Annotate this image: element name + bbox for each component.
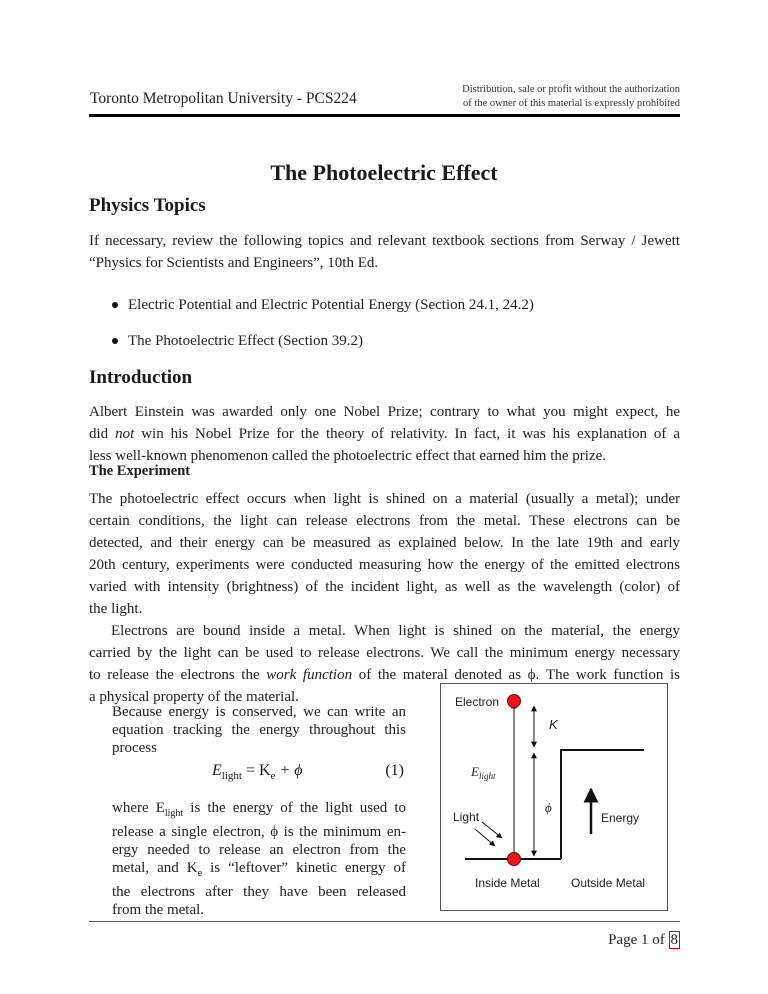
text-run: did [89, 426, 116, 442]
text-line: varied with intensity (brightness) of the incident light, as well as the wavelength (color) of [89, 579, 680, 595]
text-line: the light. [89, 601, 143, 617]
list-item-text: The Photoelectric Effect (Section 39.2) [128, 332, 364, 349]
introduction-paragraph [89, 401, 680, 467]
text-line: the electrons after they have been released [112, 884, 406, 900]
light-ray-icon [482, 822, 502, 838]
topics-list [112, 287, 534, 359]
text-run: of the materal denoted as ϕ. The work function is [352, 667, 680, 683]
text-line: less well-known phenomenon called the photoelectric effect that earned him the prize. [89, 448, 607, 464]
bullet-icon [112, 338, 118, 344]
electron-bound-icon [508, 853, 521, 866]
text-run: to release the electrons the [89, 667, 267, 683]
equation-1 [112, 762, 406, 784]
text-line: a physical property of the material. [89, 689, 299, 705]
footer-rule [89, 921, 680, 922]
text-run: is the energy of the light used to [183, 800, 407, 816]
text-line: release a single electron, ϕ is the minimum en- [112, 824, 406, 840]
emphasis: not [115, 426, 135, 442]
text-line: Albert Einstein was awarded only one Nobel Prize; contrary to what you might expect, he [89, 404, 680, 420]
text-line [112, 799, 406, 823]
light-ray-icon [475, 829, 495, 846]
text-line: Because energy is conserved, we can write an [112, 704, 406, 720]
emphasis: work function [266, 667, 353, 683]
text-line [112, 859, 406, 883]
text-line: ergy needed to release an electron from the [112, 842, 406, 858]
work-function-barrier [561, 750, 644, 859]
bullet-icon [112, 302, 118, 308]
equation-number: (1) [385, 762, 404, 779]
text-line: from the metal. [112, 902, 205, 918]
subscript: light [164, 808, 184, 819]
elight-label: $E_{light}$ [471, 764, 496, 781]
eq-lhs-sub: light [221, 770, 242, 783]
header-course: Toronto Metropolitan University - PCS224 [90, 90, 357, 107]
text-run: win his Nobel Prize for the theory of relativity. In fact, it was his explanation of a [134, 426, 680, 442]
page-title: The Photoelectric Effect [270, 160, 498, 185]
text-line: equation tracking the energy throughout this [112, 722, 406, 738]
text-run: metal, and K [112, 860, 198, 876]
text-line: process [112, 740, 157, 756]
heading-introduction: Introduction [89, 367, 193, 388]
text-line: carried by the light can be used to release electrons. We call the minimum energy necessary [89, 645, 680, 661]
energy-label: Energy [601, 811, 640, 825]
text-line: The photoelectric effect occurs when light is shined on a material (usually a metal); under [89, 491, 680, 507]
k-label: K [549, 717, 558, 732]
physics-topics-intro [89, 230, 680, 274]
text-line [89, 423, 680, 445]
energy-level-diagram [440, 683, 668, 911]
text-run: where E [112, 800, 165, 816]
experiment-paragraph-1 [89, 488, 680, 708]
list-item-text: Electric Potential and Electric Potential Energy (Section 24.1, 24.2) [128, 296, 534, 313]
eq-lhs: E [212, 762, 222, 779]
eq-rhs-tail: + ϕ [275, 762, 303, 779]
page-label: Page 1 of [608, 932, 669, 948]
subscript: e [197, 868, 203, 879]
text-line: 20th century, experiments were conducted measuring how the energy of the emitted electrons [89, 557, 680, 573]
eq-rhs: = K [241, 762, 271, 779]
list-item [112, 287, 534, 323]
text-run: is “leftover” kinetic energy of [202, 860, 406, 876]
electron-label: Electron [455, 695, 500, 709]
inside-metal-label: Inside Metal [475, 876, 540, 890]
text-line: certain conditions, the light can release electrons from the metal. These electrons can be [89, 513, 680, 529]
heading-physics-topics: Physics Topics [89, 195, 206, 216]
text-line: “Physics for Scientists and Engineers”, 10th Ed. [89, 255, 379, 271]
heading-the-experiment: The Experiment [89, 463, 191, 479]
list-item [112, 323, 534, 359]
equation-expression [212, 762, 303, 782]
text-line: detected, and their energy can be measured as explained below. In the late 19th and early [89, 535, 680, 551]
header-notice-line2: of the owner of this material is expressly prohibited [463, 98, 680, 109]
conservation-text [112, 703, 406, 757]
header-notice-line1: Distribution, sale or profit without the authorization [462, 84, 680, 95]
phi-label: ϕ [545, 800, 552, 815]
energy-diagram-svg [441, 684, 667, 910]
light-label: Light [453, 810, 480, 824]
text-line: Electrons are bound inside a metal. When light is shined on the material, the energy [111, 623, 680, 639]
outside-metal-label: Outside Metal [571, 876, 646, 890]
electron-released-icon [508, 695, 521, 708]
header-notice [360, 83, 680, 111]
total-pages-link[interactable]: 8 [670, 932, 678, 948]
header-rule [89, 114, 680, 117]
eq-rhs-sub: e [270, 770, 276, 783]
text-line: If necessary, review the following topics and relevant textbook sections from Serway / Jewett [89, 233, 680, 249]
where-text [112, 799, 406, 919]
page-number [608, 932, 680, 949]
